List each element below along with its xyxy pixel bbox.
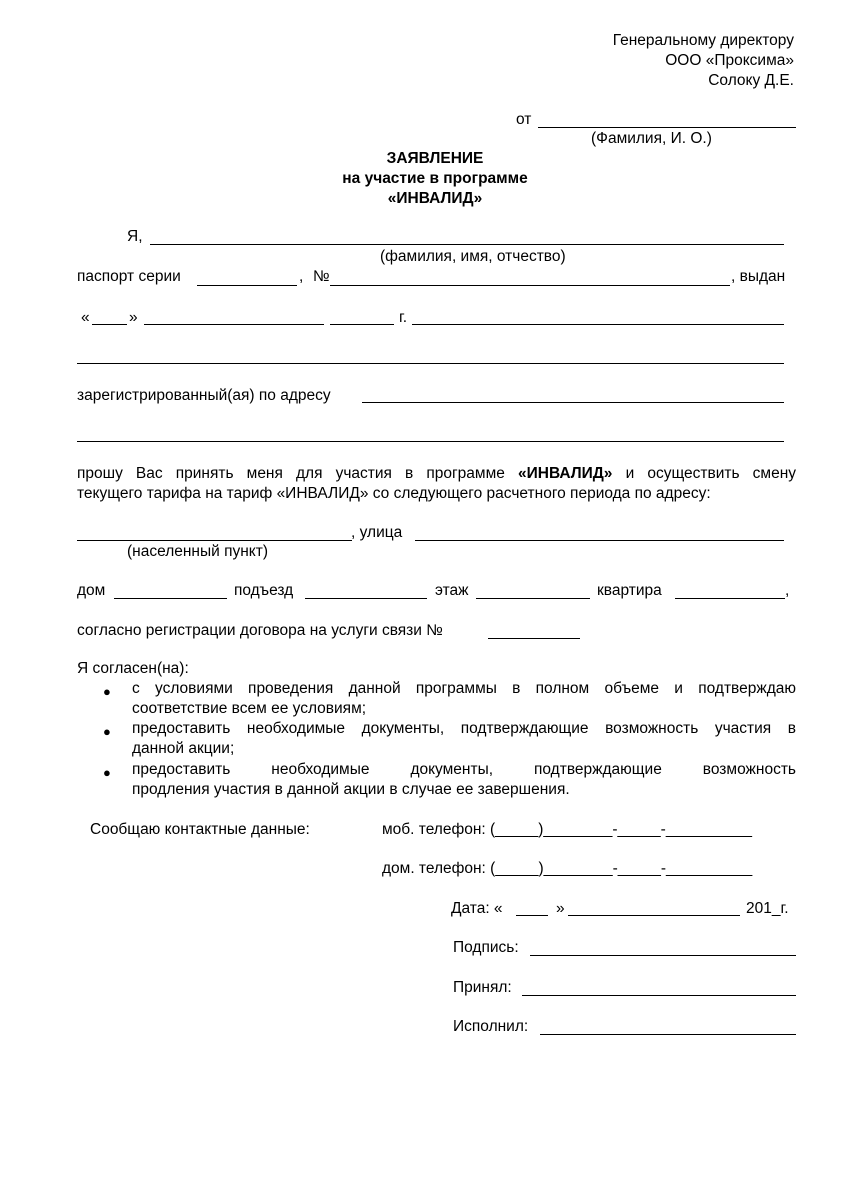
- entrance-field[interactable]: [305, 598, 427, 599]
- contract-number-field[interactable]: [488, 638, 580, 639]
- date-day-field[interactable]: [516, 915, 548, 916]
- addressee-line-3: Солоку Д.Е.: [708, 72, 794, 89]
- passport-comma: ,: [299, 268, 304, 285]
- accepted-label: Принял:: [453, 979, 512, 996]
- consent-title: Я согласен(на):: [77, 660, 189, 677]
- apartment-field[interactable]: [675, 598, 785, 599]
- locality-field[interactable]: [77, 540, 352, 541]
- consent-item-2-line-2: данной акции;: [132, 740, 235, 757]
- document-subtitle: на участие в программе: [342, 170, 528, 187]
- passport-number-sign: №: [313, 268, 330, 285]
- date-open-quote: «: [81, 309, 90, 326]
- house-field[interactable]: [114, 598, 227, 599]
- passport-number-field[interactable]: [330, 285, 730, 286]
- contract-label: согласно регистрации договора на услуги связи №: [77, 622, 443, 639]
- signature-label: Подпись:: [453, 939, 519, 956]
- from-label: от: [516, 111, 532, 128]
- date-close-quote-footer: »: [556, 900, 565, 917]
- from-hint: (Фамилия, И. О.): [591, 130, 712, 147]
- signature-field[interactable]: [530, 955, 796, 956]
- apartment-label: квартира: [597, 582, 662, 599]
- fio-field[interactable]: [150, 244, 784, 245]
- date-year: 201_г.: [746, 900, 789, 917]
- date-month-field[interactable]: [568, 915, 740, 916]
- fio-hint: (фамилия, имя, отчество): [380, 248, 566, 265]
- issue-month-field[interactable]: [144, 324, 324, 325]
- locality-hint: (населенный пункт): [127, 543, 269, 560]
- street-label: , улица: [351, 524, 403, 541]
- street-field[interactable]: [415, 540, 784, 541]
- entrance-label: подъезд: [234, 582, 294, 599]
- issued-by-field[interactable]: [412, 324, 784, 325]
- consent-item-3-line-1: предоставить необходимые документы, подтверждающие возможность: [132, 761, 796, 778]
- accepted-field[interactable]: [522, 995, 796, 996]
- passport-series-field[interactable]: [197, 285, 297, 286]
- mobile-phone-field[interactable]: моб. телефон: (_____)________-_____-__________: [382, 821, 753, 838]
- bullet-icon: ●: [103, 684, 111, 699]
- floor-label: этаж: [435, 582, 469, 599]
- from-name-field[interactable]: [538, 127, 796, 128]
- bullet-icon: ●: [103, 724, 111, 739]
- addressee-line-2: ООО «Проксима»: [665, 52, 794, 69]
- program-name-title: «ИНВАЛИД»: [387, 190, 483, 207]
- contacts-label: Сообщаю контактные данные:: [90, 821, 310, 838]
- executor-field[interactable]: [540, 1034, 796, 1035]
- apartment-comma: ,: [785, 582, 790, 599]
- ya-label: Я,: [127, 228, 143, 245]
- request-line-2: текущего тарифа на тариф «ИНВАЛИД» со следующего расчетного периода по адресу:: [77, 485, 711, 502]
- issued-by-field-2[interactable]: [77, 363, 784, 364]
- executor-label: Исполнил:: [453, 1018, 529, 1035]
- home-phone-field[interactable]: дом. телефон: (_____)________-_____-__________: [382, 860, 753, 877]
- request-program-name: «ИНВАЛИД»: [517, 465, 613, 482]
- passport-series-label: паспорт серии: [77, 268, 181, 285]
- issue-year-field[interactable]: [330, 324, 394, 325]
- request-text-after: и осуществить смену: [625, 465, 797, 482]
- request-text-before: прошу Вас принять меня для участия в программе: [77, 465, 505, 482]
- document-title: ЗАЯВЛЕНИЕ: [386, 150, 484, 167]
- registered-address-field[interactable]: [362, 402, 784, 403]
- issued-label: , выдан: [731, 268, 786, 285]
- date-label: Дата: «: [451, 900, 503, 917]
- consent-item-3-line-2: продления участия в данной акции в случае ее завершения.: [132, 781, 570, 798]
- request-line-1: [77, 465, 796, 483]
- date-close-quote: »: [129, 309, 138, 326]
- year-abbr: г.: [399, 309, 408, 326]
- house-label: дом: [77, 582, 106, 599]
- registered-address-field-2[interactable]: [77, 441, 784, 442]
- consent-item-2-line-1: предоставить необходимые документы, подтверждающие возможность участия в: [132, 720, 796, 737]
- bullet-icon: ●: [103, 765, 111, 780]
- registered-label: зарегистрированный(ая) по адресу: [77, 387, 331, 404]
- addressee-line-1: Генеральному директору: [612, 32, 794, 49]
- floor-field[interactable]: [476, 598, 590, 599]
- issue-day-field[interactable]: [92, 324, 127, 325]
- consent-item-1-line-2: соответствие всем ее условиям;: [132, 700, 367, 717]
- consent-item-1-line-1: с условиями проведения данной программы в полном объеме и подтверждаю: [132, 680, 796, 697]
